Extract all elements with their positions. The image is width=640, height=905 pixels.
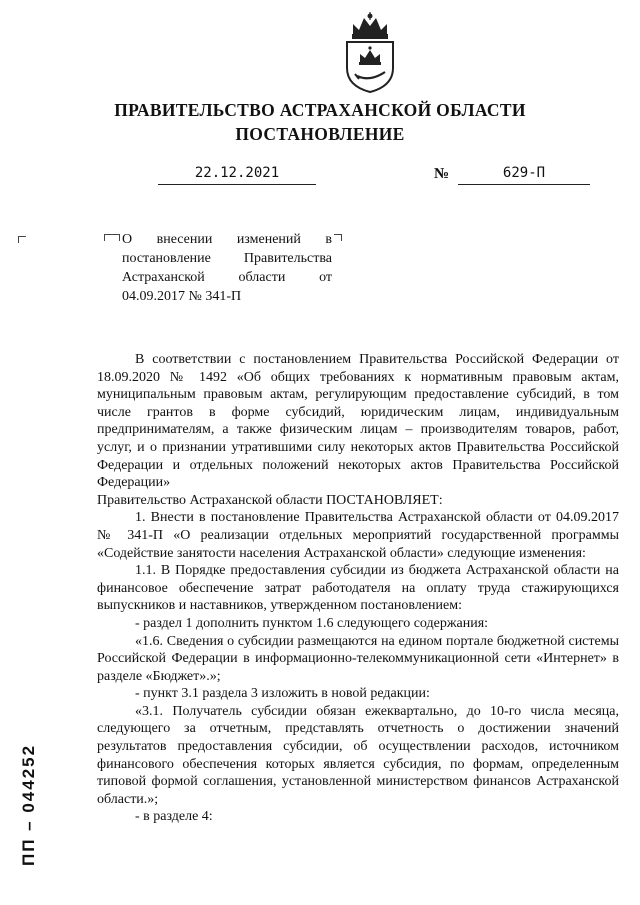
clause-1: 1. Внести в постановление Правительства Астраханской области от 04.09.2017 № 341-П «О реализации отдельных мероприятий государственной программы «Содействие занятости населения Астраханской области» следующие изменения: [97,510,619,561]
org-title: ПРАВИТЕЛЬСТВО АСТРАХАНСКОЙ ОБЛАСТИ [114,100,526,120]
serial-stamp [14,718,42,868]
number-sign: № [434,166,450,182]
margin-corner-mark [18,236,26,243]
subject-bracket-right [334,234,342,241]
subject-bracket-left [104,234,112,241]
clause-section-3: - пункт 3.1 раздела 3 изложить в новой редакции: [135,686,430,702]
doc-type-title: ПОСТАНОВЛЕНИЕ [235,124,405,144]
coat-of-arms-icon [339,12,401,94]
clause-section-4: - в разделе 4: [135,809,213,825]
clause-1-1: 1.1. В Порядке предоставления субсидии из бюджета Астраханской области на финансовое обеспечение затрат работодателя на оплату труда стажирующихся выпускников и наставников, утвержденном постановлением: [97,563,619,614]
clause-section-1: - раздел 1 дополнить пунктом 1.6 следующего содержания: [135,615,489,631]
document-subject: О внесении изменений в постановление Правительства Астраханской области от 04.09.2017 № 341-П [122,232,332,304]
subject-bracket-left-inner [112,234,120,241]
resolution-statement: Правительство Астраханской области ПОСТАНОВЛЯЕТ: [97,492,443,508]
serial-stamp-text: ПП – 044252 [19,743,38,866]
document-number: 629-П [458,165,590,185]
document-date: 22.12.2021 [158,165,316,185]
clause-3-1: «3.1. Получатель субсидии обязан ежеквартально, до 10-го числа месяца, следующего за отчетным, представлять отчетность о достижении значений результатов предоставления субсидии, об осуществлении расходов, источником финансового обеспечения которых является субсидия, по формам, определенным типовой формой соглашения, установленной министерством финансов Астраханской области.»; [97,703,619,807]
document-body [97,351,619,826]
clause-1-6: «1.6. Сведения о субсидии размещаются на едином портале бюджетной системы Российской Федерации в информационно-телекоммуникационной сети «Интернет» в разделе «Бюджет».»; [97,633,619,684]
preamble-paragraph: В соответствии с постановлением Правительства Российской Федерации от 18.09.2020 № 1492 «Об общих требованиях к нормативным правовым актам, муниципальным правовым актам, регулирующим предоставление субсидий, в том числе грантов в форме субсидий, юридическим лицам, индивидуальным предпринимателям, а также физическим лицам – производителям товаров, работ, услуг, и о признании утратившими силу некоторых актов Правительства Российской Федерации и отдельных положений некоторых актов Правительства Российской Федерации» [97,352,619,491]
